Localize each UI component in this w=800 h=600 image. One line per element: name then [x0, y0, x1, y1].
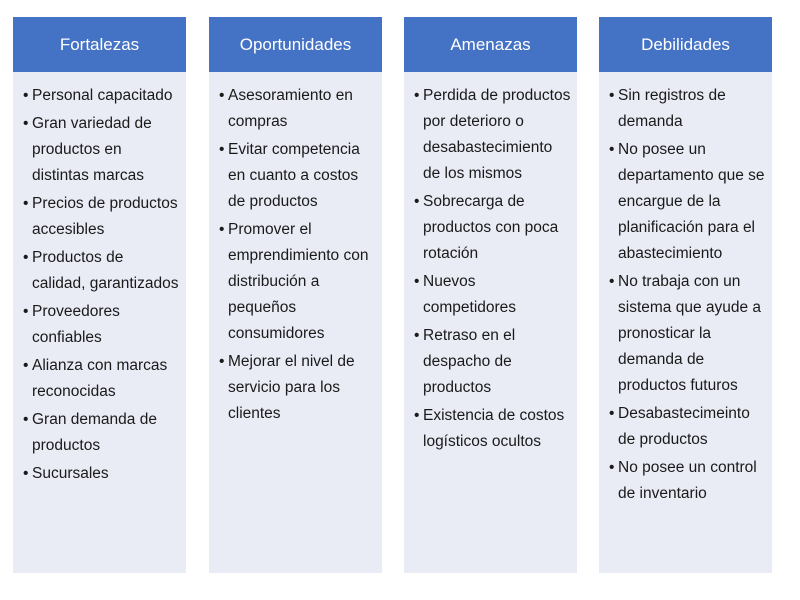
list-item — [609, 137, 766, 267]
bullet-icon: • — [414, 407, 420, 424]
bullet-icon: • — [414, 193, 420, 210]
list-item — [609, 83, 766, 135]
list-item-text: Sin registros de demanda — [618, 87, 726, 130]
list-item — [414, 403, 571, 455]
list-item — [23, 353, 180, 405]
list-item — [23, 461, 180, 487]
bullet-icon: • — [609, 273, 615, 290]
list-item-text: Sobrecarga de productos con poca rotación — [423, 193, 559, 262]
list-item-text: Precios de productos accesibles — [32, 195, 178, 238]
list-item — [23, 407, 180, 459]
list-item — [23, 245, 180, 297]
column-body-oportunidades — [209, 72, 382, 573]
bullet-icon: • — [23, 357, 29, 374]
list-item-text: No posee un control de inventario — [618, 459, 757, 502]
column-header-amenazas: Amenazas — [404, 17, 577, 72]
list-item — [609, 401, 766, 453]
bullet-icon: • — [23, 249, 29, 266]
list-item-text: Gran demanda de productos — [32, 411, 157, 454]
list-item-text: Alianza con marcas reconocidas — [32, 357, 168, 400]
list-item-text: Evitar competencia en cuanto a costos de productos — [228, 141, 360, 210]
bullet-icon: • — [23, 115, 29, 132]
column-header-debilidades: Debilidades — [599, 17, 772, 72]
bullet-icon: • — [219, 353, 225, 370]
bullet-icon: • — [414, 87, 420, 104]
list-item — [23, 299, 180, 351]
list-item-text: Productos de calidad, garantizados — [32, 249, 179, 292]
bullet-icon: • — [23, 411, 29, 428]
list-item — [414, 269, 571, 321]
bullet-icon: • — [219, 221, 225, 238]
list-item — [414, 323, 571, 401]
list-item-text: Asesoramiento en compras — [228, 87, 353, 130]
list-item-text: No trabaja con un sistema que ayude a pronosticar la demanda de productos futuros — [618, 273, 762, 394]
list-item-text: Sucursales — [32, 465, 109, 482]
column-header-oportunidades: Oportunidades — [209, 17, 382, 72]
list-item-text: No posee un departamento que se encargue de la planificación para el abastecimiento — [618, 141, 765, 262]
bullet-icon: • — [23, 87, 29, 104]
list-item — [219, 349, 376, 427]
bullet-icon: • — [414, 327, 420, 344]
list-item — [609, 455, 766, 507]
bullet-icon: • — [23, 465, 29, 482]
list-item — [609, 269, 766, 399]
bullet-icon: • — [609, 459, 615, 476]
list-item — [414, 83, 571, 187]
bullet-icon: • — [414, 273, 420, 290]
list-item-text: Perdida de productos por deterioro o desabastecimiento de los mismos — [423, 87, 571, 182]
list-item-text: Nuevos competidores — [423, 273, 517, 316]
bullet-icon: • — [23, 303, 29, 320]
column-debilidades — [599, 17, 772, 573]
list-item — [219, 217, 376, 347]
column-body-fortalezas — [13, 72, 186, 573]
bullet-icon: • — [609, 141, 615, 158]
list-item — [23, 83, 180, 109]
bullet-icon: • — [609, 87, 615, 104]
list-item — [23, 111, 180, 189]
column-oportunidades — [209, 17, 382, 573]
column-fortalezas — [13, 17, 186, 573]
column-amenazas — [404, 17, 577, 573]
list-item-text: Existencia de costos logísticos ocultos — [423, 407, 565, 450]
list-item-text: Proveedores confiables — [32, 303, 120, 346]
list-item-text: Gran variedad de productos en distintas marcas — [32, 115, 152, 184]
list-item — [414, 189, 571, 267]
column-header-fortalezas: Fortalezas — [13, 17, 186, 72]
bullet-icon: • — [609, 405, 615, 422]
list-item-text: Promover el emprendimiento con distribución a pequeños consumidores — [228, 221, 369, 342]
list-item — [219, 137, 376, 215]
list-item-text: Retraso en el despacho de productos — [423, 327, 516, 396]
list-item-text: Personal capacitado — [32, 87, 173, 104]
bullet-icon: • — [219, 87, 225, 104]
list-item-text: Desabastecimeinto de productos — [618, 405, 750, 448]
bullet-icon: • — [219, 141, 225, 158]
list-item — [23, 191, 180, 243]
bullet-icon: • — [23, 195, 29, 212]
column-body-amenazas — [404, 72, 577, 573]
column-body-debilidades — [599, 72, 772, 573]
list-item-text: Mejorar el nivel de servicio para los clientes — [228, 353, 355, 422]
list-item — [219, 83, 376, 135]
